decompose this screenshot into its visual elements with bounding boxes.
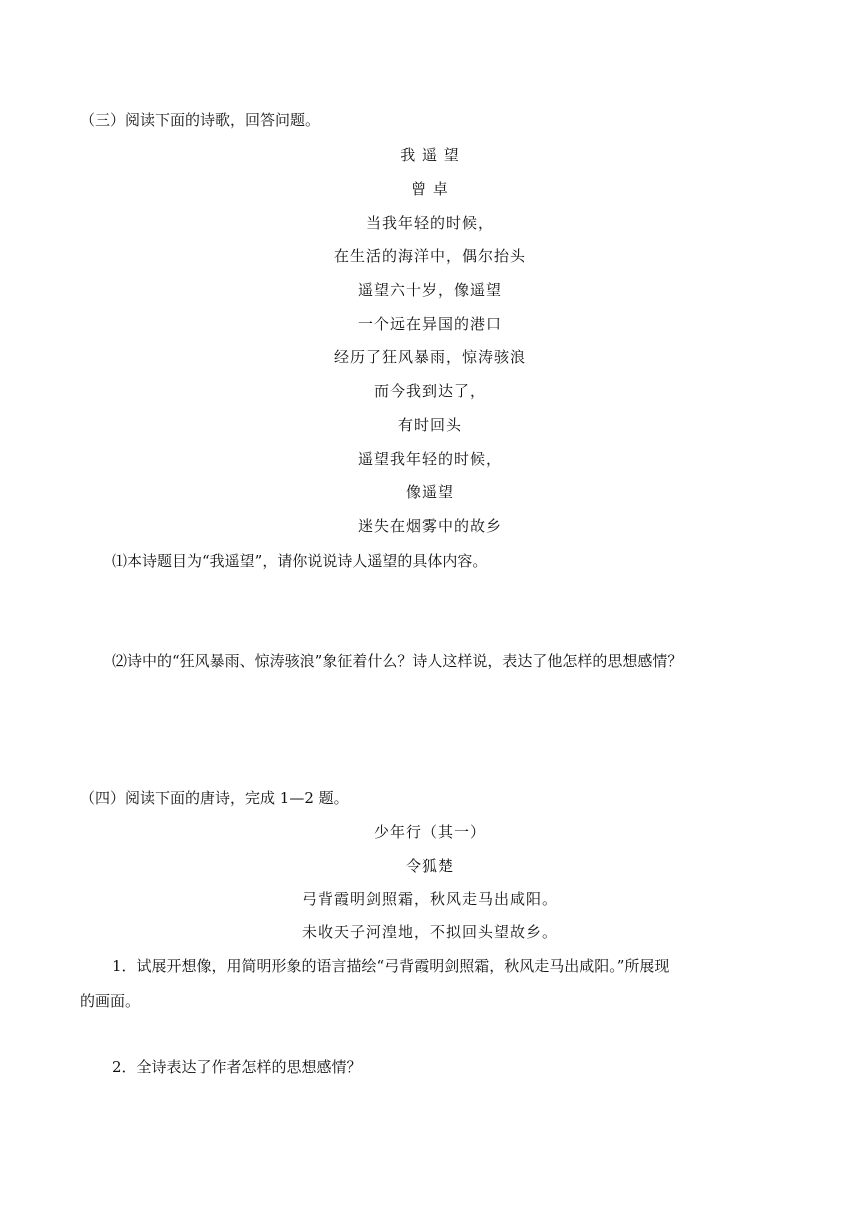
question-1: ⑴本诗题目为“我遥望”，请你说说诗人遥望的具体内容。: [112, 552, 488, 570]
question-2: 2．全诗表达了作者怎样的思想感情？: [112, 1058, 362, 1076]
poem-title: 我 遥 望: [400, 146, 460, 164]
poem-line: 遥望我年轻的时候，: [357, 450, 502, 468]
poem-line: 一个远在异国的港口: [357, 315, 502, 333]
poem-line: 当我年轻的时候，: [365, 214, 494, 232]
poem-line: 在生活的海洋中，偶尔抬头: [333, 247, 526, 265]
poem-line: 经历了狂风暴雨，惊涛骇浪: [333, 348, 526, 366]
question-2: ⑵诗中的“狂风暴雨、惊涛骇浪”象征着什么？诗人这样说，表达了他怎样的思想感情？: [112, 652, 683, 670]
poem-line: 而今我到达了，: [373, 382, 486, 400]
question-1: 1．试展开想像，用简明形象的语言描绘“弓背霞明剑照霜，秋风走马出咸阳。”所展现: [112, 957, 670, 975]
poem-line: 遥望六十岁，像遥望: [357, 281, 502, 299]
poem-author: 曾 卓: [411, 180, 449, 198]
poem-line: 迷失在烟雾中的故乡: [357, 517, 502, 535]
poem-title: 少年行（其一）: [373, 823, 486, 841]
poem-line: 弓背霞明剑照霜，秋风走马出咸阳。: [301, 890, 558, 908]
question-1-continuation: 的画面。: [80, 992, 141, 1010]
poem-line: 未收天子河湟地，不拟回头望故乡。: [301, 923, 558, 941]
section-heading: （四）阅读下面的唐诗，完成 1—2 题。: [80, 789, 349, 807]
section-heading: （三）阅读下面的诗歌，回答问题。: [80, 111, 321, 129]
poem-line: 有时回头: [397, 416, 462, 434]
poem-author: 令狐楚: [405, 857, 454, 875]
poem-line: 像遥望: [405, 483, 454, 501]
